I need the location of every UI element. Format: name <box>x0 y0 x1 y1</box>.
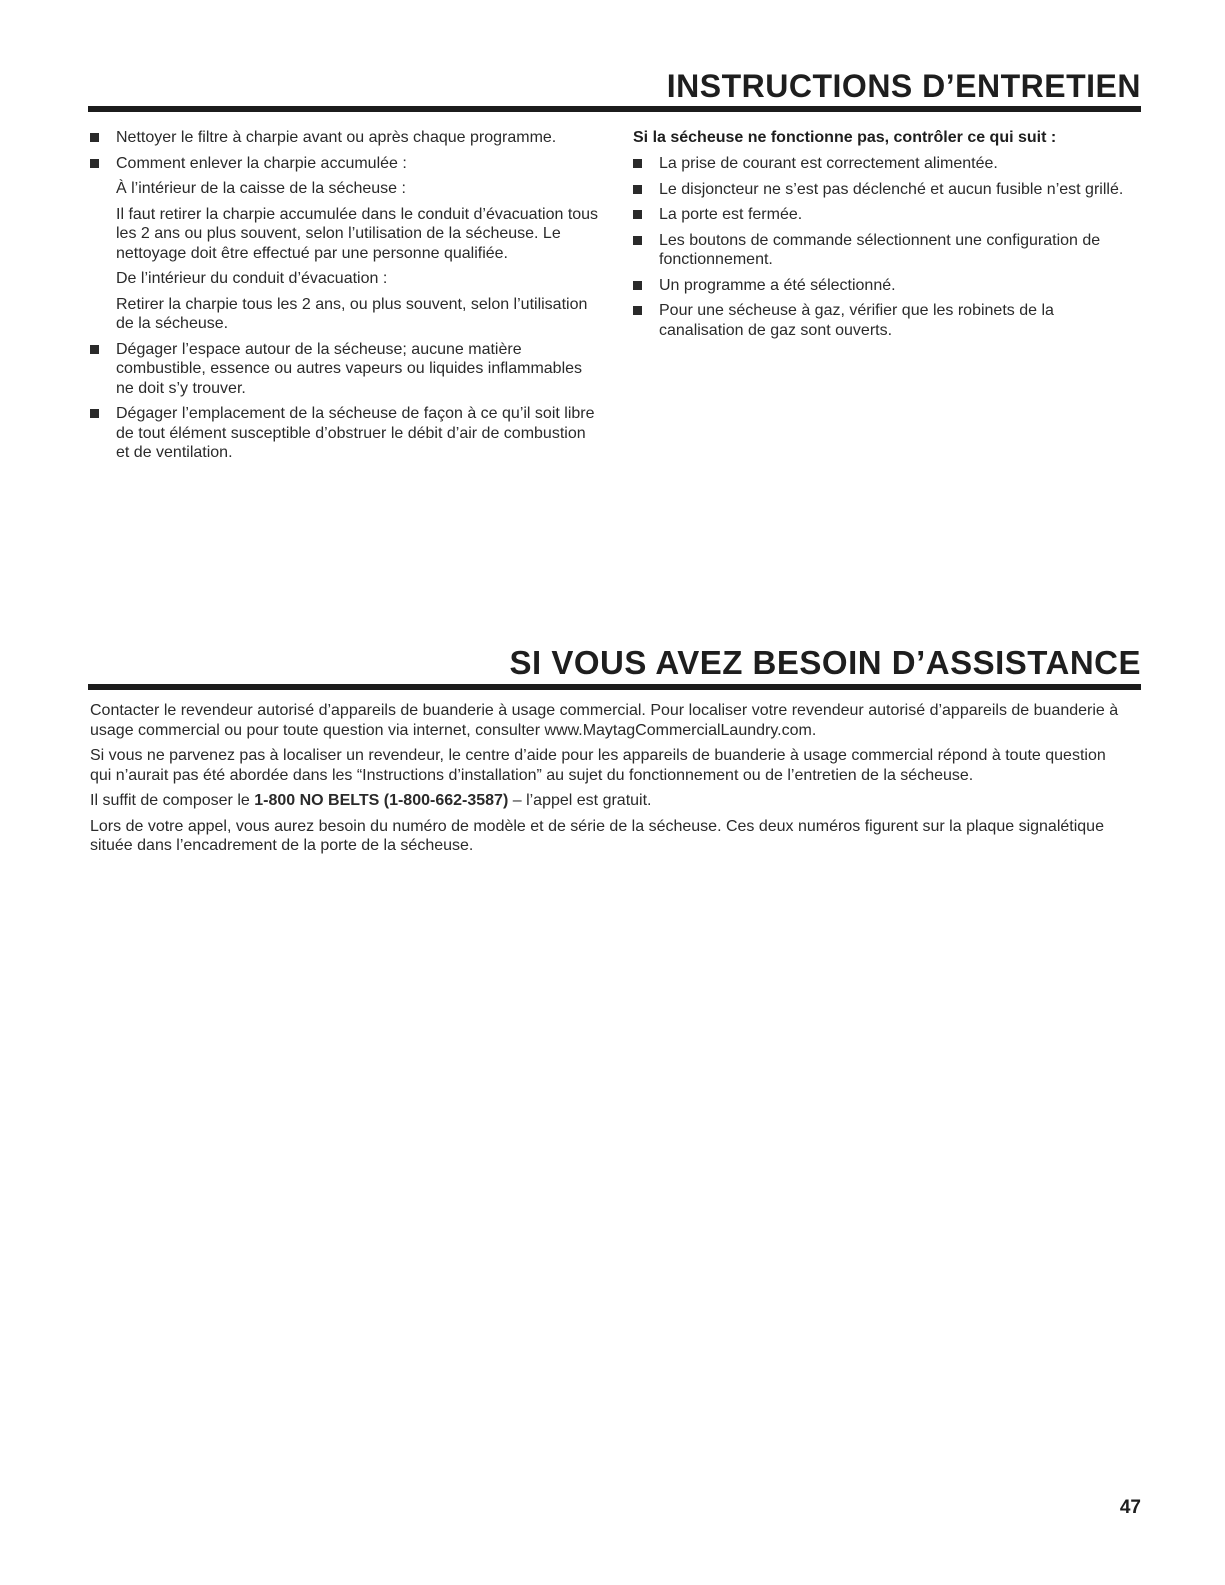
page-number: 47 <box>1119 1497 1141 1518</box>
bullet-square-icon <box>633 236 642 245</box>
bullet-square-icon <box>633 306 642 315</box>
maintenance-list-2 <box>90 340 600 463</box>
list-item: La prise de courant est correctement alimentée. <box>633 154 1125 174</box>
list-item: Le disjoncteur ne s’est pas déclenché et aucun fusible n’est grillé. <box>633 180 1125 200</box>
list-item: Pour une sécheuse à gaz, vérifier que les robinets de la canalisation de gaz sont ouverts. <box>633 301 1125 340</box>
troubleshoot-list <box>633 154 1125 340</box>
bullet-square-icon <box>90 409 99 418</box>
phone-number: 1-800 NO BELTS (1-800-662-3587) <box>254 792 509 809</box>
assistance-body <box>90 701 1130 862</box>
right-column <box>633 128 1125 346</box>
bullet-square-icon <box>90 133 99 142</box>
assistance-paragraph: Si vous ne parvenez pas à localiser un revendeur, le centre d’aide pour les appareils de buanderie à usage commercial répond à toute question qui n’aurait pas été abordée dans les “Instructions d’installation” au sujet du fonctionnement ou de l’entretien de la sécheuse. <box>90 747 1106 784</box>
bullet-square-icon <box>90 159 99 168</box>
bullet-square-icon <box>633 185 642 194</box>
bullet-square-icon <box>633 281 642 290</box>
sub-heading: À l’intérieur de la caisse de la sécheuse : <box>116 180 406 197</box>
section-title-assistance: SI VOUS AVEZ BESOIN D’ASSISTANCE <box>509 644 1141 681</box>
left-column <box>90 128 600 469</box>
title-rule <box>88 684 1141 690</box>
sub-paragraph: Retirer la charpie tous les 2 ans, ou plus souvent, selon l’utilisation de la sécheuse. <box>116 295 588 332</box>
list-item: Dégager l’emplacement de la sécheuse de façon à ce qu’il soit libre de tout élément susceptible d’obstruer le débit d’air de combustion et de ventilation. <box>90 404 600 463</box>
list-item: Nettoyer le filtre à charpie avant ou après chaque programme. <box>90 128 600 148</box>
list-item: Comment enlever la charpie accumulée : <box>90 154 600 174</box>
list-item: La porte est fermée. <box>633 205 1125 225</box>
bullet-square-icon <box>633 210 642 219</box>
maintenance-list <box>90 128 600 173</box>
bullet-square-icon <box>90 345 99 354</box>
bullet-square-icon <box>633 159 642 168</box>
title-rule <box>88 106 1141 112</box>
assistance-paragraph: Contacter le revendeur autorisé d’appareils de buanderie à usage commercial. Pour localiser votre revendeur autorisé d’appareils de buanderie à usage commercial ou pour toute question via internet, consulter www.MaytagCommercialLaundry.com. <box>90 702 1119 739</box>
list-item: Un programme a été sélectionné. <box>633 276 1125 296</box>
section-title-maintenance: INSTRUCTIONS D’ENTRETIEN <box>666 68 1141 104</box>
assistance-paragraph: Lors de votre appel, vous aurez besoin du numéro de modèle et de série de la sécheuse. Ces deux numéros figurent sur la plaque signalétique située dans l’encadrement de la porte de la sécheuse. <box>90 817 1104 854</box>
sub-paragraph: Il faut retirer la charpie accumulée dans le conduit d’évacuation tous les 2 ans ou plus souvent, selon l’utilisation de la sécheuse. Le nettoyage doit être effectué par une personne qualifiée. <box>116 205 599 262</box>
sub-heading: De l’intérieur du conduit d’évacuation : <box>116 270 388 287</box>
list-item: Dégager l’espace autour de la sécheuse; aucune matière combustible, essence ou autres vapeurs ou liquides inflammables ne doit s’y trouver. <box>90 340 600 399</box>
list-item: Les boutons de commande sélectionnent une configuration de fonctionnement. <box>633 231 1125 270</box>
troubleshoot-lead: Si la sécheuse ne fonctionne pas, contrôler ce qui suit : <box>633 129 1057 146</box>
phone-paragraph: Il suffit de composer le 1-800 NO BELTS (1-800-662-3587) – l’appel est gratuit. <box>90 792 652 809</box>
